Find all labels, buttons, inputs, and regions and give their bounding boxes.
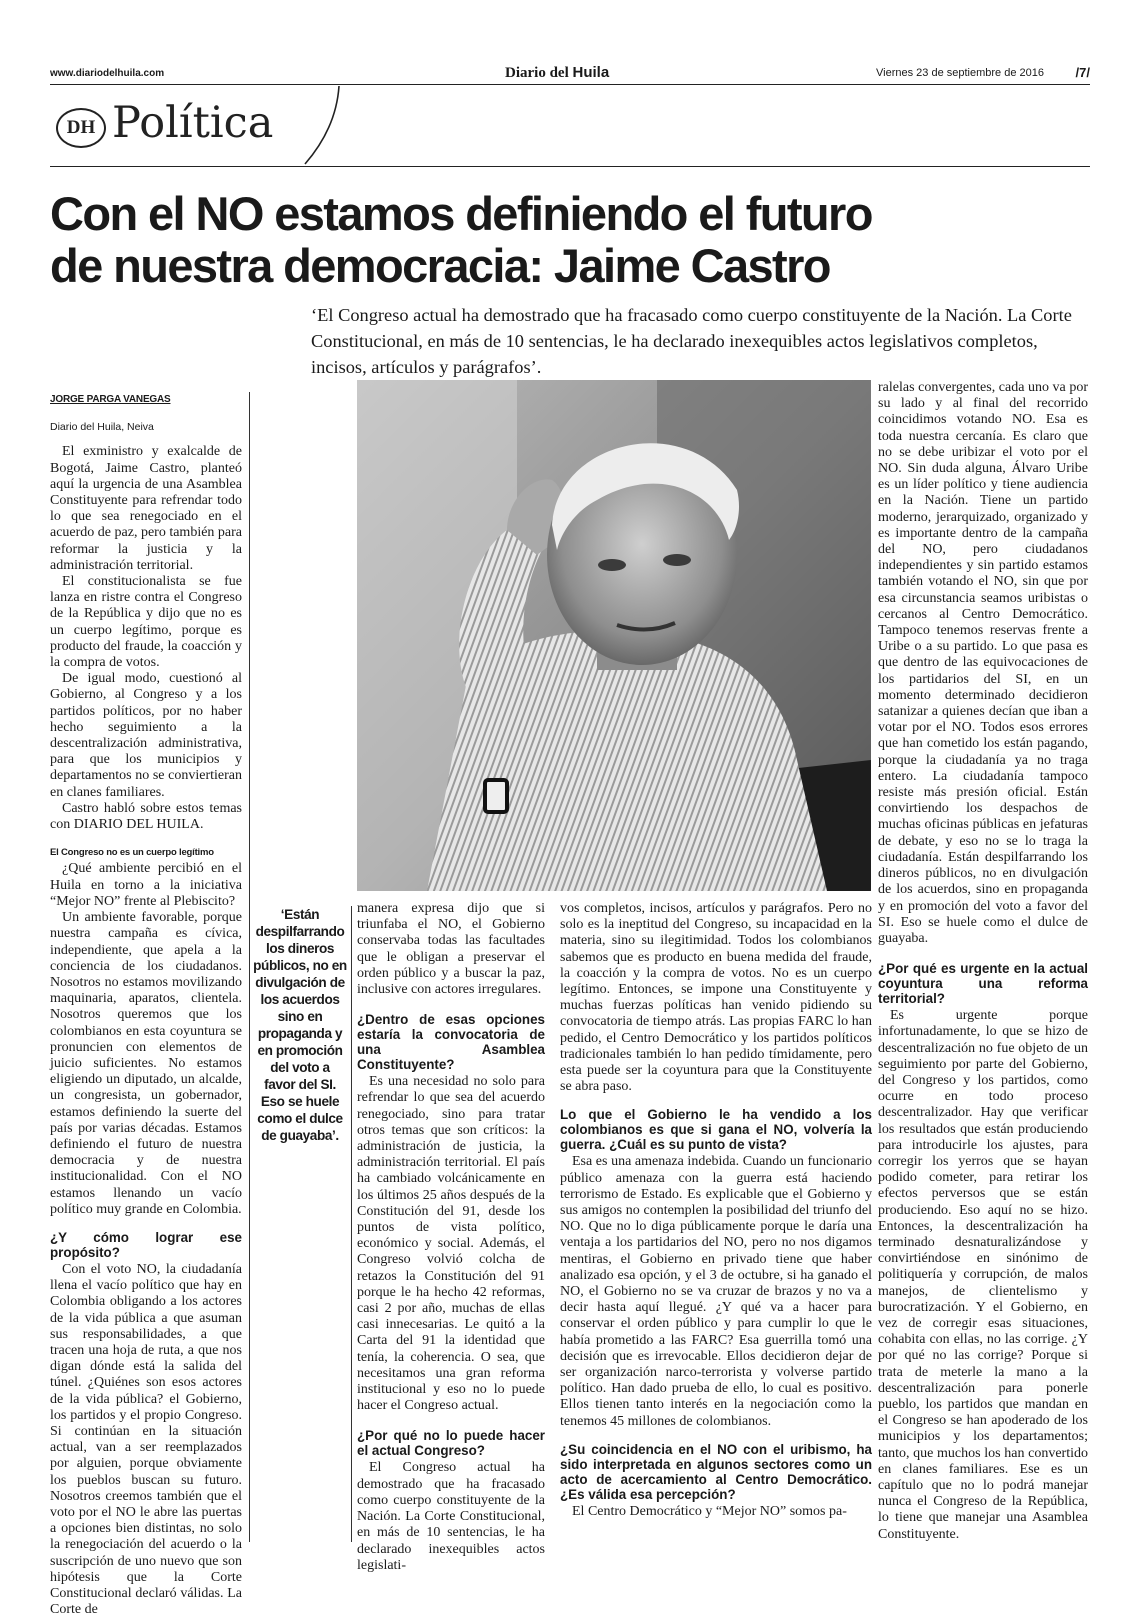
- site-url[interactable]: www.diariodelhuila.com: [50, 68, 165, 79]
- section-title: Política: [112, 98, 274, 148]
- top-rule: [50, 84, 1090, 85]
- paragraph: El constitucionalista se fue lanza en ristre contra el Congreso de la República y dijo que no es un cuerpo legítimo, porque es producto del fraude, la coacción y la compra de votos.: [50, 574, 242, 671]
- question-heading: ¿Por qué es urgente en la actual coyuntura una reforma territorial?: [878, 961, 1088, 1007]
- column-3: [357, 901, 545, 1574]
- section-slash-decoration: [303, 86, 343, 166]
- column-4: [560, 901, 872, 1520]
- column-1: [50, 392, 242, 1618]
- question-heading: ¿Su coincidencia en el NO con el uribismo, ha sido interpretada en algunos sectores como un acto de acercamiento al Centro Democrático. ¿Es válida esa percepción?: [560, 1441, 872, 1502]
- page-number: /7/: [1075, 65, 1090, 80]
- paragraph: Es urgente porque infortunadamente, lo que se hizo de descentralización no fue objeto de un seguimiento por parte del Gobierno, del Congreso y los partidos, como ocurre en todo proceso descentralizador. Hay que verificar los resultados que están produciendo para introducirle los ajustes, para corregir los yerros que se hayan podido cometer, para retirar los efectos perversos que se están produciendo. Eso aquí no se hizo. Entonces, la descentralización ha terminado desnaturalizándose y convirtiéndose en sinónimo de politiquería y corrupción, de malos manejos, de clientelismo y burocratización. Y el Gobierno, en vez de corregir esas situaciones, cohabita con ellas, no las corrige. ¿Y por qué no las corrige? Porque si trata de meterle la mano a la descentralización para ponerle pueblo, los partidos que mandan en el Congreso se han apoderado de los municipios y los departamentos; tanto, que muchos los han convertido en clanes familiares. Ese es un capítulo que no lo podrá manejar nunca el Congreso de la República, lo tiene que manejar una Asamblea Constituyente.: [878, 1008, 1088, 1542]
- paragraph: Es una necesidad no solo para refrendar lo que sea del acuerdo renegociado, sino para tratar otros temas que son críticos: la administración de justicia, la administración territorial. El país ha cambiado volcánicamente en los últimos 25 años después de la Constitución del 91, desde los puntos de vista político, económico y social. Además, el Congreso volvió colcha de retazos la Constitución del 91 porque le ha hecho 42 reformas, casi 2 por año, muchas de ellas casi innecesarias. Le quitó a la Carta del 91 la identidad que tenía, la coherencia. O sea, que necesitamos una gran reforma institucional y eso no lo puede hacer el Congreso actual.: [357, 1074, 545, 1414]
- article-lede: ‘El Congreso actual ha demostrado que ha fracasado como cuerpo constituyente de la Nación. La Corte Constitucional, en más de 10 sentencias, le ha declarado inexequibles actos legislativos completos, incisos, artículos y parágrafos’.: [311, 305, 1072, 377]
- dh-logo: DH: [56, 108, 106, 148]
- portrait-photo: [357, 380, 871, 891]
- issue-date: Viernes 23 de septiembre de 2016: [876, 67, 1044, 79]
- pull-quote: ‘Están despilfarrando los dineros públicos, no en divulgación de los acuerdos sino en propaganda y en promoción del voto a favor del SI. Eso se huele como el dulce de guayaba’.: [253, 907, 347, 1143]
- paragraph: De igual modo, cuestionó al Gobierno, al Congreso y a los partidos políticos, por no haber hecho seguimiento a la descentralización administrativa, para que los municipios y departamentos no se conviertieran en clanes familiares.: [50, 671, 242, 800]
- section-rule: [50, 166, 1090, 167]
- paragraph: Con el voto NO, la ciudadanía llena el vacío político que hay en Colombia obligando a los actores de la vida pública a que asuman sus responsabilidades, a que tracen una hoja de ruta, a que nos digan dónde está la salida del túnel. ¿Quiénes son esos actores de la vida pública? el Gobierno, los partidos y el propio Congreso. Si continúan en la situación actual, van a ser reemplazados por alguien, porque obviamente los pueblos buscan su futuro. Nosotros creemos también que el voto por el NO le abre las puertas a opciones bien distintas, no solo la renegociación del acuerdo o la suscripción de uno nuevo que son hipótesis que la Corte Constitucional declaró válidas. La Corte de: [50, 1261, 242, 1618]
- question-heading: ¿Y cómo lograr ese propósito?: [50, 1229, 242, 1260]
- question-heading: ¿Por qué no lo puede hacer el actual Congreso?: [357, 1428, 545, 1459]
- paragraph: vos completos, incisos, artículos y parágrafos. Pero no solo es la ineptitud del Congreso, su incapacidad en la materia, sino su ilegitimidad. Todos los colombianos sabemos que es producto en buena medida del fraude, la coacción y la compra de votos. No es un cuerpo legítimo. Entonces, se impone una Constituyente y muchas fuerzas políticas han venido pidiendo su convocatoria de tiempo atrás. Las propias FARC lo han pedido, el Centro Democrático y los partidos políticos tradicionales también lo han pedido tímidamente, pero esta puede ser la coyuntura para que la Constituyente se abra paso.: [560, 901, 872, 1095]
- newspaper-name: Diario del Huila: [505, 64, 610, 81]
- paragraph: Castro habló sobre estos temas con DIARIO DEL HUILA.: [50, 800, 242, 833]
- column-divider: [249, 392, 250, 1542]
- paragraph: El exministro y exalcalde de Bogotá, Jaime Castro, planteó aquí la urgencia de una Asamblea Constituyente para refrendar todo lo que sea renegociado en el acuerdo de paz, pero también para reformar la justicia y la administración territorial.: [50, 444, 243, 573]
- paragraph: ralelas convergentes, cada uno va por su lado y al final del recorrido coincidimos votando NO. Esa es toda nuestra cercanía. Es claro que no se debe uribizar el voto por el NO. Sin duda alguna, Álvaro Uribe es un líder político y tiene audiencia en la Nación. Tiene un partido moderno, jerarquizado, organizado y es importante dentro de la campaña del NO, pero ciudadanos independientes y sin partido estamos también votando el NO, sin que por esa circunstancia seamos uribistas o cercanos al Centro Democrático. Tampoco tenemos reservas frente a Uribe o a su partido. Lo que pasa es que dentro de las equivocaciones de los partidarios del SI, en un momento determinado decidieron satanizar a quienes decían que iban a votar por el NO. Todos esos errores que han cometido los están pagando, porque la ciudadanía ya no traga entero. La ciudadanía tampoco resiste más presión oficial. Están convirtiendo los despachos de muchas oficinas públicas en jefaturas de debate, y eso no se lo traga la ciudadanía. Están despilfarrando los dineros públicos, no en divulgación de los acuerdos, sino en propaganda y en promoción del voto a favor del SI. Eso se huele como el dulce de guayaba.: [878, 380, 1088, 946]
- paragraph: Un ambiente favorable, porque nuestra campaña es cívica, independiente, que apela a la conciencia de los ciudadanos. Nosotros no estamos movilizando maquinaria, aparatos, clientela. Nosotros queremos que los colombianos en esta coyuntura se pronuncien con elementos de juicio suficientes. No estamos eligiendo un diputado, un alcalde, un congresista, un gobernador, estamos definiendo la suerte del país por varias décadas. Estamos definiendo el futuro de nuestra democracia y de nuestra institucionalidad. Con el NO estamos llenando un vacío político muy grande en Colombia.: [50, 910, 242, 1217]
- headline: [50, 188, 1090, 292]
- dateline: Diario del Huila, Neiva: [50, 421, 154, 434]
- masthead-bar: [50, 66, 1090, 84]
- paragraph: El Congreso actual ha demostrado que ha fracasado como cuerpo constituyente de la Nación. La Corte Constitucional, en más de 10 sentencias, le ha declarado inexequibles actos legislati-: [357, 1460, 545, 1573]
- paragraph: Esa es una amenaza indebida. Cuando un funcionario público amenaza con la guerra está haciendo terrorismo de Estado. Es explicable que el Gobierno y sus amigos no contemplen la posibilidad del triunfo del NO. Que no lo diga públicamente porque le daría una ventaja a los partidarios del NO, pero no nos digamos mentiras, el Gobierno en privado tiene que haber analizado esa opción, y el 3 de octubre, si ha ganado el NO, el Gobierno no se va cruzar de brazos y no va a decir hasta aquí llegué. ¿Y qué va a hacer para conservar el orden público y para cumplir lo que le había prometido a las FARC? Esa guerrilla tomó una decisión que es irrevocable. Ellos decidieron dejar de ser organización narco-terrorista y volverse partido político. Han dado prueba de ello, lo cual es positivo. Ellos tienen tanto interés en la negociación como la tenemos 45 millones de colombianos.: [560, 1154, 872, 1429]
- portrait-photo-illustration: [357, 380, 871, 891]
- column-divider: [351, 906, 352, 1542]
- paragraph: El Centro Democrático y “Mejor NO” somos pa-: [572, 1503, 847, 1519]
- column-5: [878, 380, 1088, 1543]
- question-heading: Lo que el Gobierno le ha vendido a los colombianos es que si gana el NO, volvería la guerra. ¿Cuál es su punto de vista?: [560, 1107, 872, 1153]
- paragraph: manera expresa dijo que si triunfaba el NO, el Gobierno conservaba todas las facultades que le obligan a preservar el orden público y a buscar la paz, inclusive con actores irregulares.: [357, 901, 545, 998]
- headline-line-1: Con el NO estamos definiendo el futuro: [50, 187, 872, 240]
- byline: JORGE PARGA VANEGAS: [50, 394, 171, 405]
- subheading: El Congreso no es un cuerpo legítimo: [50, 847, 214, 859]
- question-heading: ¿Dentro de esas opciones estaría la convocatoria de una Asamblea Constituyente?: [357, 1012, 545, 1073]
- paragraph-question: ¿Qué ambiente percibió en el Huila en torno a la iniciativa “Mejor NO” frente al Plebiscito?: [50, 861, 242, 909]
- headline-line-2: de nuestra democracia: Jaime Castro: [50, 239, 830, 292]
